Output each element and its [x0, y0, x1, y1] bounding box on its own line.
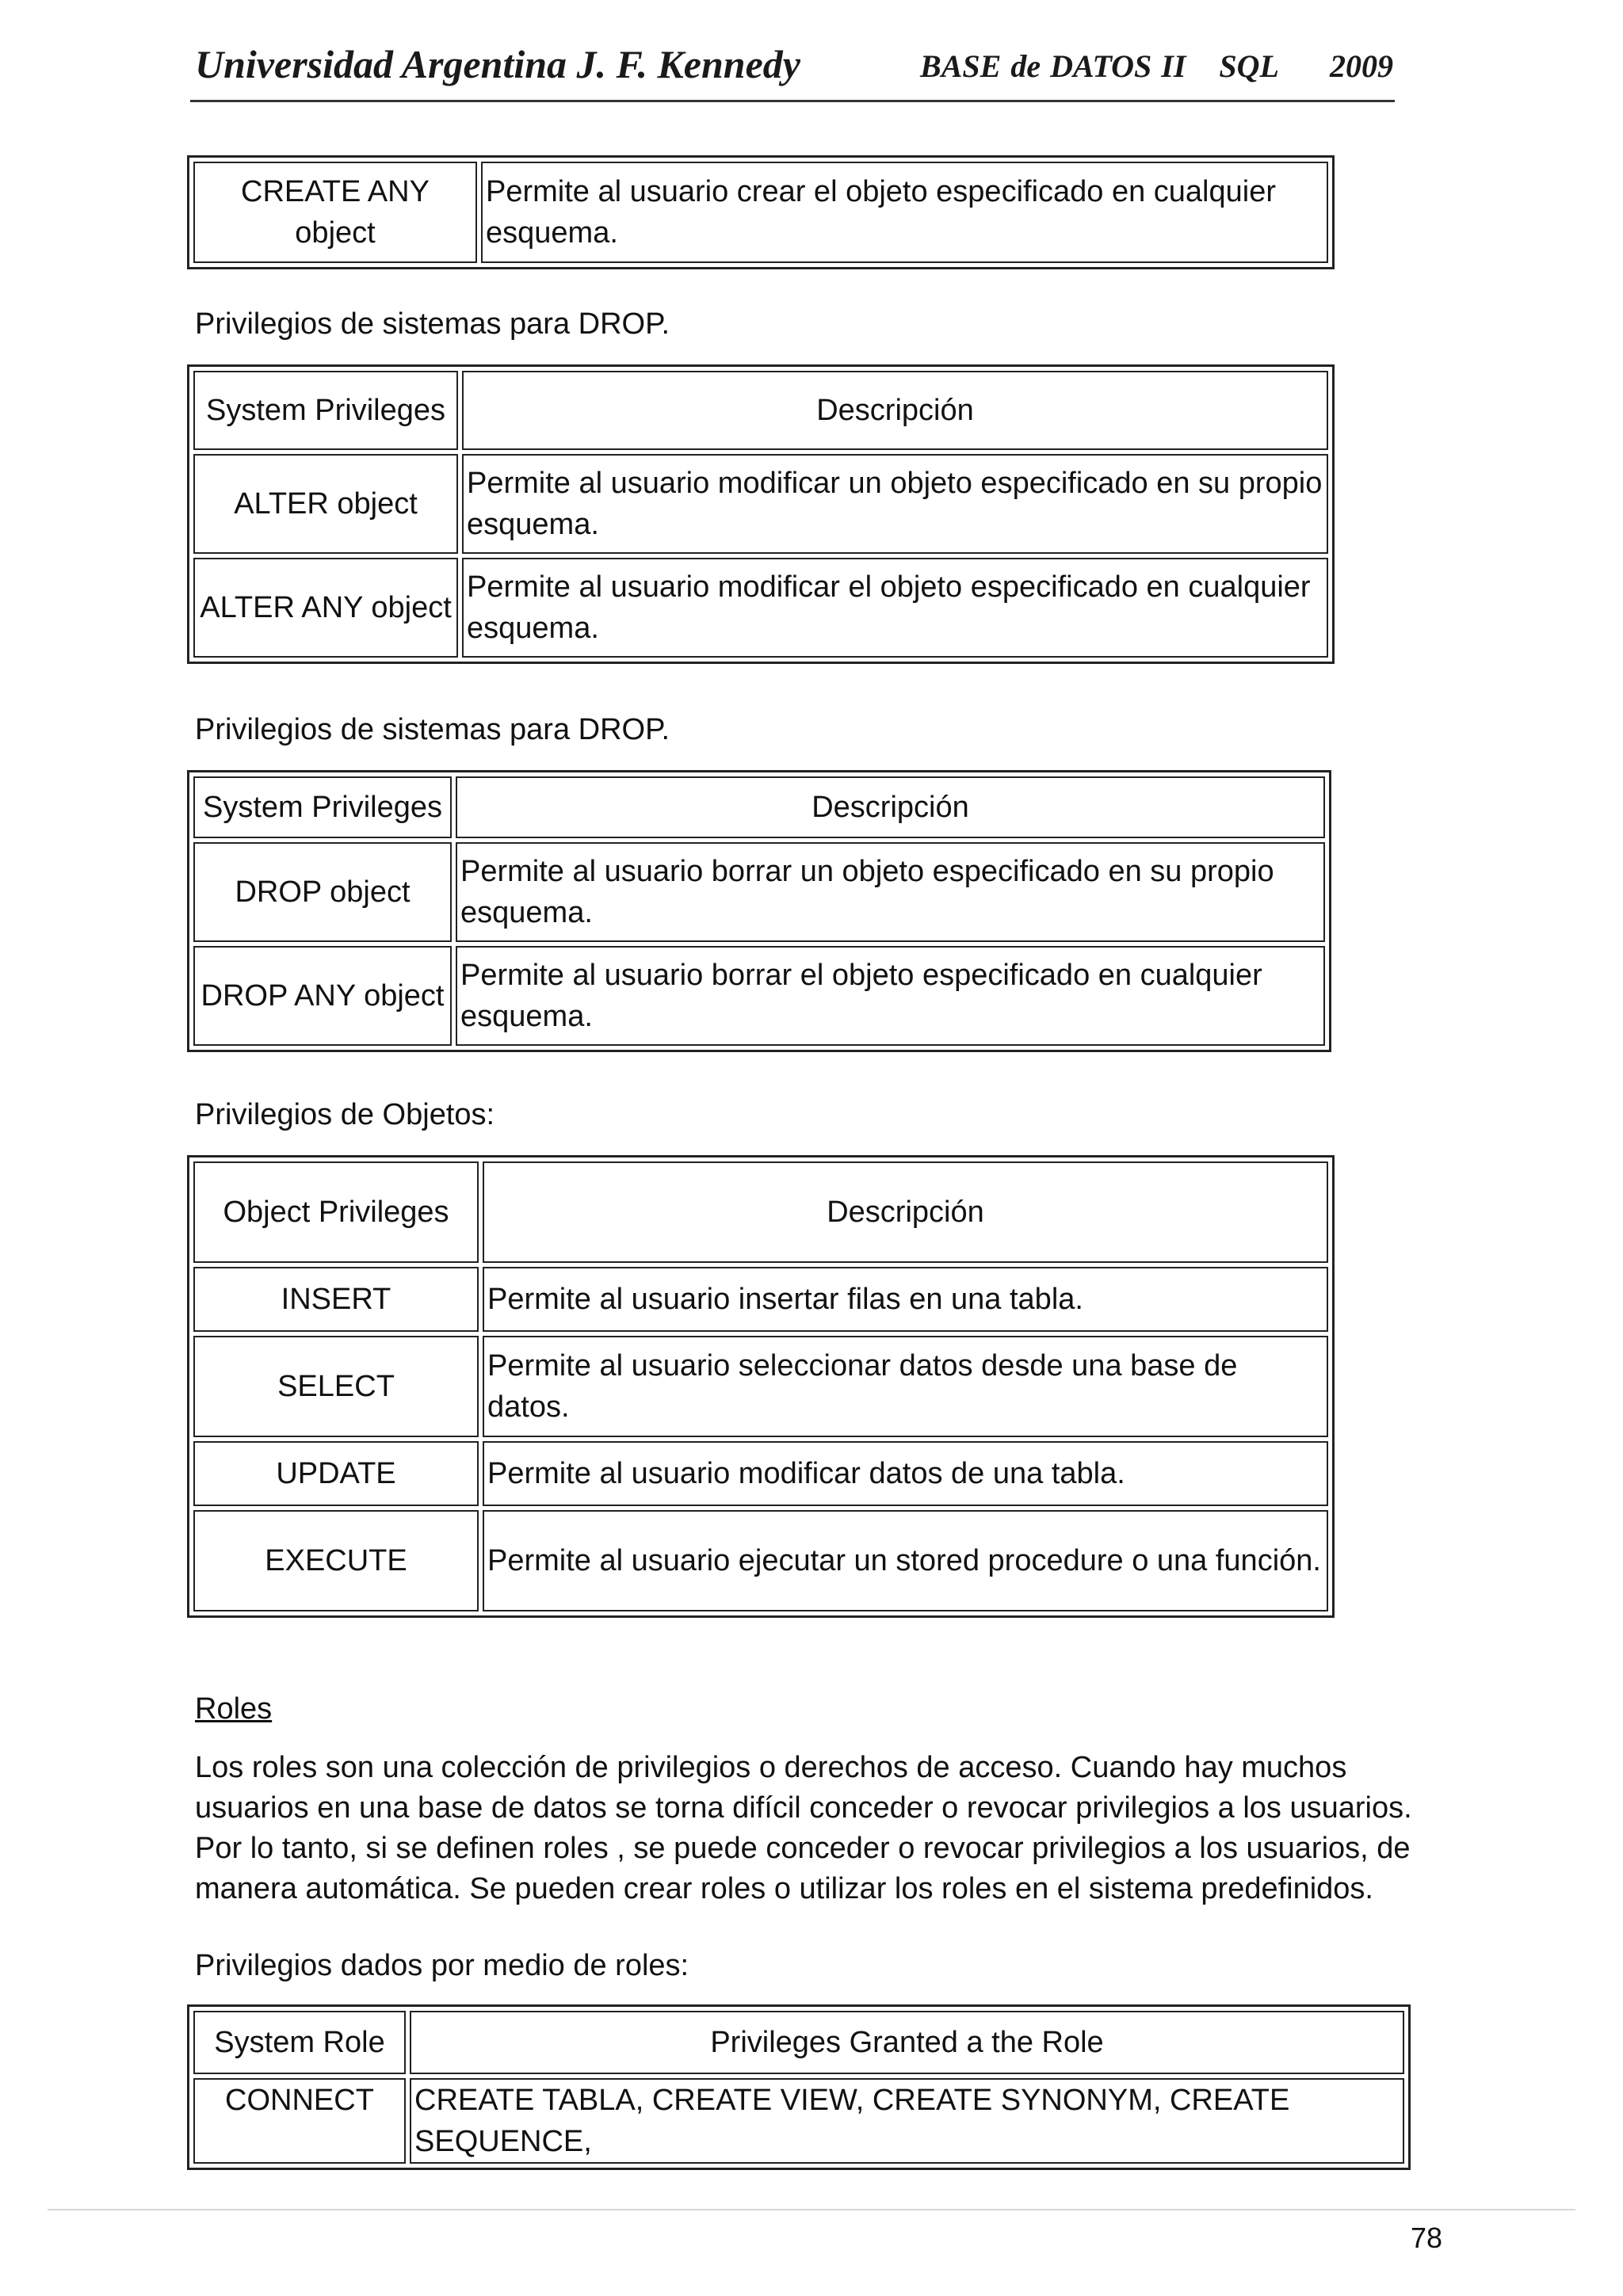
table-row	[193, 558, 1328, 658]
description-cell: Permite al usuario seleccionar datos desde una base de datos.	[483, 1336, 1328, 1437]
header-cell-description: Descripción	[456, 776, 1325, 838]
privilege-cell: DROP ANY object	[193, 946, 452, 1046]
course-info	[920, 48, 1393, 85]
alter-privileges-table	[187, 364, 1335, 664]
description-cell: Permite al usuario borrar el objeto especificado en cualquier esquema.	[456, 946, 1325, 1046]
header-cell-description: Descripción	[483, 1161, 1328, 1263]
header-cell-role: System Role	[193, 2011, 406, 2074]
course-topic: SQL	[1219, 48, 1279, 84]
table-header-row	[193, 2011, 1404, 2074]
table-row	[193, 2078, 1404, 2164]
table-row	[193, 162, 1328, 263]
description-cell: Permite al usuario borrar un objeto especificado en su propio esquema.	[456, 842, 1325, 942]
roles-paragraph: Los roles son una colección de privilegios o derechos de acceso. Cuando hay muchos usuarios en una base de datos se torna difícil conceder o revocar privilegios a los usuarios. Por lo tanto, si se definen roles , se puede conceder o revocar privilegios a los usuarios, de manera automática. Se pueden crear roles o utilizar los roles en el sistema predefinidos.	[195, 1751, 1412, 1905]
roles-title: Roles	[195, 1692, 273, 1726]
privilege-cell: DROP object	[193, 842, 452, 942]
privilege-cell: EXECUTE	[193, 1510, 479, 1611]
header-cell-privileges: Object Privileges	[193, 1161, 479, 1263]
course-title: BASE de DATOS II	[920, 48, 1186, 84]
object-privileges-table	[187, 1155, 1335, 1618]
create-privileges-table	[187, 155, 1335, 269]
privilege-cell: CREATE ANY object	[193, 162, 477, 263]
privilege-cell: UPDATE	[193, 1441, 479, 1506]
description-cell: Permite al usuario modificar datos de una tabla.	[483, 1441, 1328, 1506]
header-cell-privileges: Privileges Granted a the Role	[410, 2011, 1404, 2074]
header-divider	[190, 100, 1395, 102]
privilege-cell: SELECT	[193, 1336, 479, 1437]
header-cell-privileges: System Privileges	[193, 776, 452, 838]
page-header	[190, 32, 1395, 103]
privilege-cell: INSERT	[193, 1267, 479, 1332]
section-label-roles: Privilegios dados por medio de roles:	[195, 1949, 689, 1982]
header-cell-description: Descripción	[462, 371, 1328, 450]
footer-divider	[48, 2209, 1575, 2210]
table-row	[193, 1510, 1328, 1611]
privilege-cell: ALTER ANY object	[193, 558, 458, 658]
section-label-drop: Privilegios de sistemas para DROP.	[195, 713, 670, 746]
page-number: 78	[1411, 2222, 1443, 2254]
section-label-alter: Privilegios de sistemas para DROP.	[195, 307, 670, 341]
privileges-cell: CREATE TABLA, CREATE VIEW, CREATE SYNONYM, CREATE SEQUENCE,	[410, 2078, 1404, 2164]
drop-privileges-table	[187, 770, 1331, 1052]
privilege-cell: ALTER object	[193, 454, 458, 554]
table-row	[193, 1336, 1328, 1437]
roles-table	[187, 2004, 1411, 2170]
table-row	[193, 842, 1325, 942]
table-row	[193, 946, 1325, 1046]
table-row	[193, 454, 1328, 554]
table-header-row	[193, 371, 1328, 450]
description-cell: Permite al usuario ejecutar un stored procedure o una función.	[483, 1510, 1328, 1611]
role-cell: CONNECT	[193, 2078, 406, 2164]
section-label-objects: Privilegios de Objetos:	[195, 1098, 495, 1131]
table-header-row	[193, 1161, 1328, 1263]
description-cell: Permite al usuario crear el objeto especificado en cualquier esquema.	[481, 162, 1328, 263]
table-row	[193, 1267, 1328, 1332]
course-year: 2009	[1330, 48, 1393, 84]
table-row	[193, 1441, 1328, 1506]
description-cell: Permite al usuario modificar un objeto especificado en su propio esquema.	[462, 454, 1328, 554]
table-header-row	[193, 776, 1325, 838]
university-name: Universidad Argentina J. F. Kennedy	[195, 42, 800, 86]
header-cell-privileges: System Privileges	[193, 371, 458, 450]
description-cell: Permite al usuario modificar el objeto especificado en cualquier esquema.	[462, 558, 1328, 658]
description-cell: Permite al usuario insertar filas en una tabla.	[483, 1267, 1328, 1332]
